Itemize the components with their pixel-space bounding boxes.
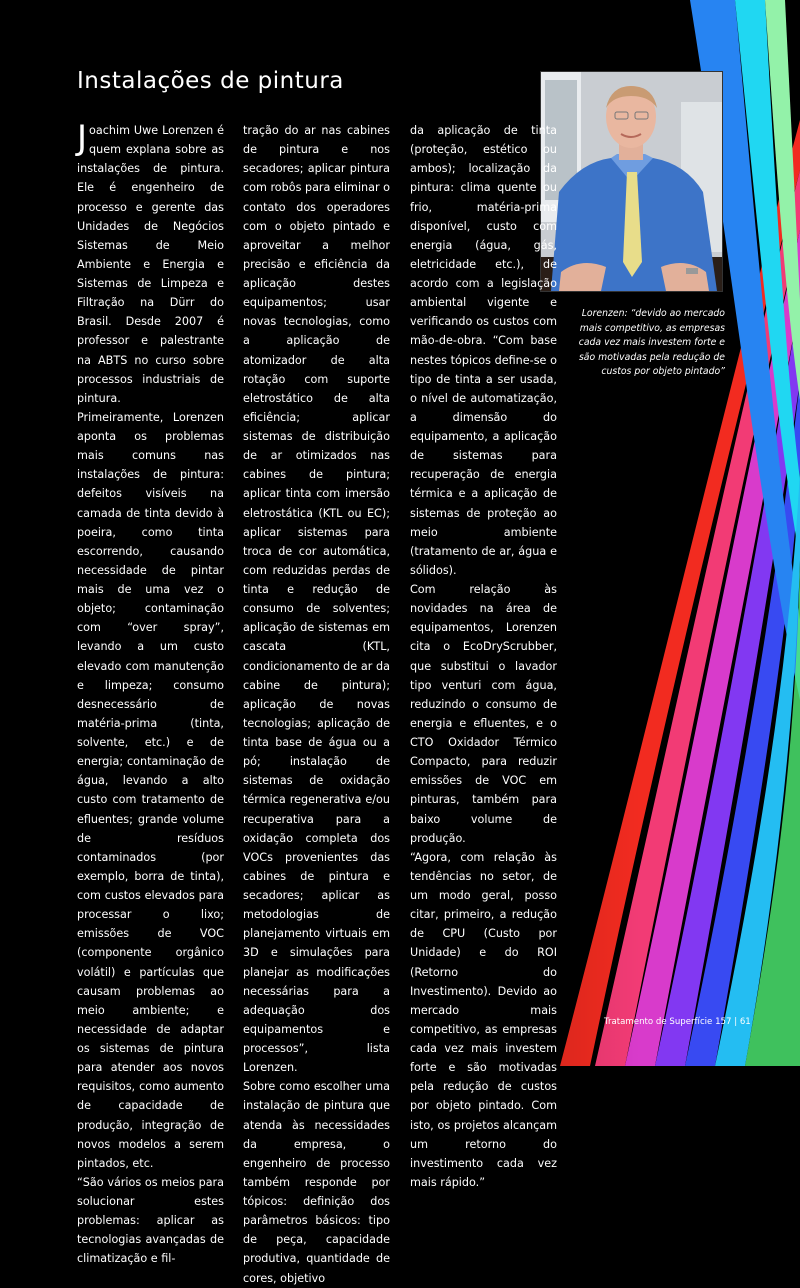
paragraph: “Agora, com relação às tendências no setor, de um modo geral, posso citar, primeiro, a redução de CPU (Custo por Unidade) e do ROI (Retorno do Investimento). Devido ao mercado mais competitivo, as empresas cada vez mais investem forte e são motivadas pela redução de custos por objeto pintado. Com isto, os projetos alcançam um retorno do investimento cada vez mais rápido.”: [410, 850, 557, 1189]
text-column-1: [77, 118, 224, 1269]
man-portrait-image: [541, 72, 722, 291]
page-footer: Tratamento de Superfície 157 | 61: [604, 1017, 751, 1027]
intro-text: oachim Uwe Lorenzen é quem explana sobre as instalações de pintura. Ele é engenheiro de processo e gerente das Unidades de Negócios Sistemas de Meio Ambiente e Energia e Sistemas de Limpeza e Filtração na Dürr do Brasil. Desde 2007 é professor e palestrante na ABTS no curso sobre processos industriais de pintura.: [77, 124, 224, 405]
text-column-3: [410, 121, 557, 1192]
page-title: Instalações de pintura: [77, 68, 344, 94]
drop-cap: J: [77, 118, 88, 158]
photo-caption: Lorenzen: “devido ao mercado mais competitivo, as empresas cada vez mais investem forte e são motivadas pela redução de custos por objeto pintado”: [578, 308, 725, 377]
portrait-photo: [540, 71, 723, 292]
paragraph: da aplicação de tinta (proteção, estético ou ambos); localização da pintura: clima quente ou frio, matéria-prima disponível, custo com energia (água, gás, eletricidade etc.), de acordo com a legislação ambiental vigente e verificando os custos com mão-de-obra. “Com base nestes tópicos define-se o tipo de tinta a ser usada, o nível de automatização, a dimensão do equipamento, a aplicação de sistemas para recuperação de energia térmica e a aplicação de sistemas de proteção ao meio ambiente (tratamento de ar, água e sólidos).: [410, 124, 557, 577]
paragraph: tração do ar nas cabines de pintura e nos secadores; aplicar pintura com robôs para eliminar o contato dos operadores com o objeto pintado e aproveitar a melhor precisão e eficiência da aplicação destes equipamentos; usar novas tecnologias, como a aplicação de atomizador de alta rotação com suporte eletrostático de alta eficiência; aplicar sistemas de distribuição de ar otimizados nas cabines de pintura; aplicar tinta com imersão eletrostática (KTL ou EC); aplicar sistemas para troca de cor automática, com reduzidas perdas de tinta e redução de consumo de solventes; aplicação de sistemas em cascata (KTL, condicionamento de ar da cabine de pintura); aplicação de novas tecnologias; aplicação de tinta base de água ou a pó; instalação de sistemas de oxidação térmica regenerativa e/ou recuperativa para a oxidação completa dos VOCs provenientes das cabines de pintura e secadores; aplicar as metodologias de planejamento virtuais em 3D e simulações para planejar as modificações necessárias para a adequação dos equipamentos e processos”, lista Lorenzen.: [243, 124, 390, 1075]
paragraph: Sobre como escolher uma instalação de pintura que atenda às necessidades da empresa, o engenheiro de processo também responde por tópicos: definição dos parâmetros básicos: tipo de peça, capacidade produtiva, quantidade de cores, objetivo: [243, 1080, 390, 1285]
text-column-2: [243, 121, 390, 1288]
intro-paragraph: [77, 118, 224, 408]
paragraph: “São vários os meios para solucionar estes problemas: aplicar as tecnologias avançadas de climatização e fil-: [77, 1175, 224, 1266]
paragraph: Primeiramente, Lorenzen aponta os problemas mais comuns nas instalações de pintura: defeitos visíveis na camada de tinta devido à poeira, como tinta escorrendo, causando necessidade de pintar mais de uma vez o objeto; contaminação com “over spray”, levando a um custo elevado com manutenção e limpeza; consumo desnecessário de matéria-prima (tinta, solvente, etc.) e de energia; contaminação de água, levando a alto custo com tratamento de efluentes; grande volume de resíduos contaminados (por exemplo, borra de tinta), com custos elevados para processar o lixo; emissões de VOC (componente orgânico volátil) e partículas que causam problemas ao meio ambiente; e necessidade de adaptar os sistemas de pintura para atender aos novos requisitos, como aumento de capacidade de produção, integração de novos modelos a serem pintados, etc.: [77, 410, 224, 1170]
paragraph: Com relação às novidades na área de equipamentos, Lorenzen cita o EcoDryScrubber, que substitui o lavador tipo venturi com água, reduzindo o consumo de energia e efluentes, e o CTO Oxidador Térmico Compacto, para reduzir emissões de VOC em pinturas, também para baixo volume de produção.: [410, 583, 557, 845]
